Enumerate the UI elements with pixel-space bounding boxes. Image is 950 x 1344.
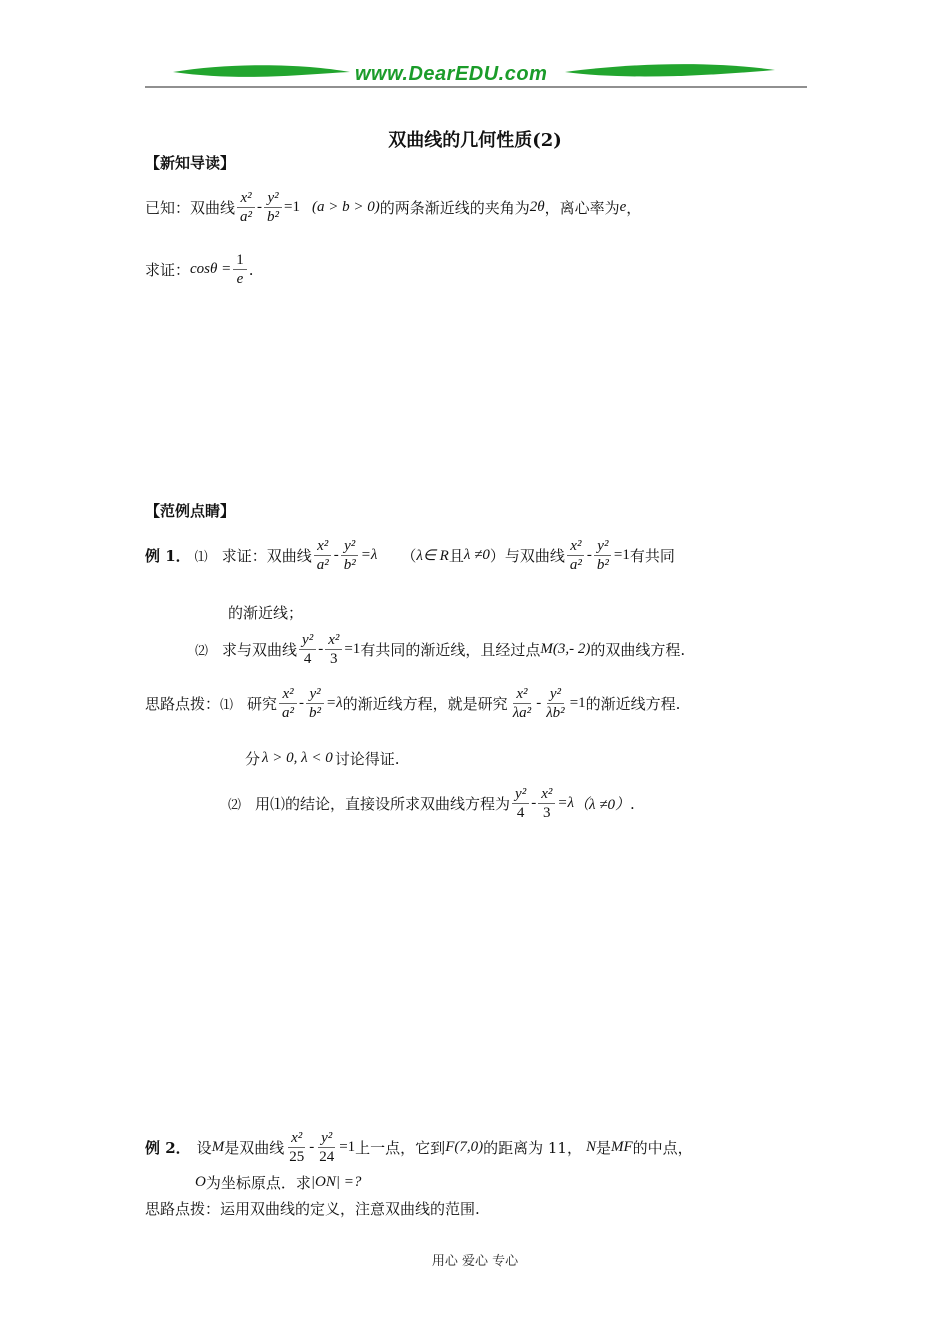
fraction-y2-b2: $\frac{\text{y²}}{\text{b²}}$ xyxy=(264,190,282,225)
point-f: F(7,0) xyxy=(445,1139,484,1155)
example1-line1: 例 1． ⑴ 求证：双曲线 $\frac{\text{x²}}{\text{a²}}$ - $\frac{\text{y²}}{\text{b²}}$ =λ （ λ∈ R 且 λ ≠0 ） 与双曲线 $\frac{\text{x²}}{\text{a²}}$ - $\frac{\text{y²}}{\text{b²}}$ =1 有共同 xyxy=(145,538,675,573)
fraction-x2-a2: $\frac{\text{x²}}{\text{a²}}$ xyxy=(237,190,255,225)
given-line: 已知：双曲线 $\frac{\text{x²}}{\text{a²}}$ - $\frac{\text{y²}}{\text{b²}}$ =1 (a > b > 0) 的两条渐近线的夹角为 2θ ，离心率为 e ， xyxy=(145,190,642,225)
hint1-line2: 分 λ > 0, λ < 0 讨论得证. xyxy=(245,750,400,768)
hint2-line: ⑵ 用⑴的结论，直接设所求双曲线方程为 $\frac{\text{y²}}{4}$ - $\frac{\text{x²}}{3}$ =λ （λ ≠0） . xyxy=(228,786,635,821)
example2-line1: 例 2． 设 M 是双曲线 $\frac{\text{x²}}{25}$ - $\frac{\text{y²}}{24}$ =1 上一点，它到 F(7,0) 的距离为 11， N 是 MF 的中点， xyxy=(145,1130,693,1165)
site-logo-text: www.DearEDU.com xyxy=(355,63,548,85)
example1-line2: 的渐近线； xyxy=(228,604,304,622)
condition-a-b: (a > b > 0) xyxy=(311,199,380,215)
given-prefix: 已知：双曲线 xyxy=(145,199,236,217)
example1-part2: ⑵ 求与双曲线 $\frac{\text{y²}}{4}$ - $\frac{\text{x²}}{3}$ =1 有共同的渐近线，且经过点 M(3,- 2) 的双曲线方程. xyxy=(195,632,686,667)
hint1-line: 思路点拨： ⑴ 研究 $\frac{\text{x²}}{\text{a²}}$ - $\frac{\text{y²}}{\text{b²}}$ =λ 的渐近线方程，就是研究 $\frac{\text{x²}}{\text{λa²}}$ - $\frac{\text{y²}}{\text{λb²}}$ =1 的渐近线方程. xyxy=(145,686,681,721)
prove-line: 求证： cosθ = $\frac{1}{e}$ . xyxy=(145,252,254,287)
fraction-1-e: $\frac{1}{e}$ xyxy=(233,252,247,287)
footer-text: 用心 爱心 专心 xyxy=(431,1254,519,1269)
section-heading-2: 【范例点睛】 xyxy=(145,502,236,520)
example1-label: 例 1． xyxy=(145,547,191,565)
hint-label: 思路点拨： xyxy=(145,695,221,713)
example2-label: 例 2． xyxy=(145,1139,191,1157)
point-m: M(3,- 2) xyxy=(540,641,591,657)
example2-line2: O 为坐标原点．求 |ON| =? xyxy=(195,1174,362,1192)
page-title: 双曲线的几何性质(2) xyxy=(388,130,562,151)
cos-theta: cosθ = xyxy=(190,261,232,277)
example2-hint: 思路点拨：运用双曲线的定义，注意双曲线的范围. xyxy=(145,1200,480,1218)
section-heading-1: 【新知导读】 xyxy=(145,154,236,172)
